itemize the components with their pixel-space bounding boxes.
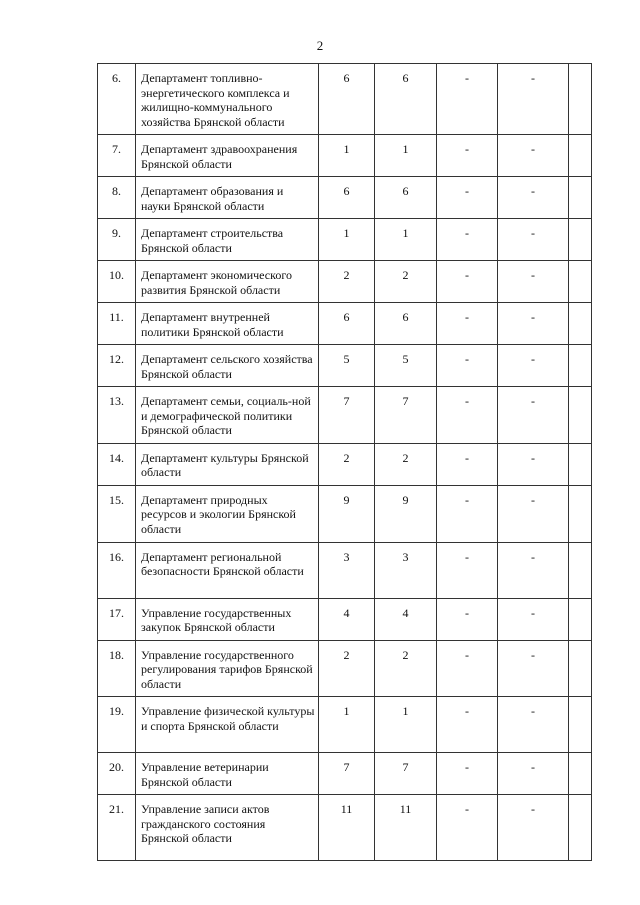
empty-cell [569,261,592,303]
row-number: 19. [98,697,136,753]
row-number: 13. [98,387,136,444]
department-name: Департамент сельского хозяйства Брянской области [136,345,319,387]
row-number: 16. [98,542,136,598]
row-number: 20. [98,753,136,795]
value-cell: 1 [375,219,437,261]
empty-cell [569,135,592,177]
department-name: Управление записи актов гражданского состояния Брянской области [136,795,319,861]
value-cell: 3 [319,542,375,598]
row-number: 18. [98,640,136,697]
value-cell: 5 [319,345,375,387]
value-cell: 1 [319,697,375,753]
empty-cell [569,387,592,444]
department-name: Управление государственного регулирования тарифов Брянской области [136,640,319,697]
value-cell: 6 [375,303,437,345]
department-name: Департамент экономического развития Брянской области [136,261,319,303]
table-row [98,64,592,135]
table-row [98,795,592,861]
department-name: Департамент семьи, социаль-ной и демографической политики Брянской области [136,387,319,444]
value-cell: - [498,795,569,861]
value-cell: 6 [375,177,437,219]
empty-cell [569,542,592,598]
empty-cell [569,64,592,135]
empty-cell [569,303,592,345]
department-name: Управление ветеринарии Брянской области [136,753,319,795]
department-name: Департамент культуры Брянской области [136,443,319,485]
value-cell: - [498,443,569,485]
value-cell: 1 [375,697,437,753]
value-cell: - [498,387,569,444]
department-name: Управление государственных закупок Брянской области [136,598,319,640]
empty-cell [569,640,592,697]
value-cell: - [498,177,569,219]
value-cell: 4 [375,598,437,640]
value-cell: - [498,485,569,542]
value-cell: 2 [375,443,437,485]
value-cell: - [498,598,569,640]
department-name: Департамент внутренней политики Брянской области [136,303,319,345]
value-cell: - [498,261,569,303]
value-cell: - [498,542,569,598]
value-cell: 4 [319,598,375,640]
empty-cell [569,177,592,219]
value-cell: - [437,795,498,861]
value-cell: - [437,697,498,753]
row-number: 7. [98,135,136,177]
value-cell: - [437,177,498,219]
table-row [98,443,592,485]
value-cell: 1 [319,135,375,177]
row-number: 8. [98,177,136,219]
table-row [98,135,592,177]
value-cell: - [437,303,498,345]
table-row [98,697,592,753]
row-number: 21. [98,795,136,861]
empty-cell [569,345,592,387]
department-name: Управление физической культуры и спорта Брянской области [136,697,319,753]
row-number: 14. [98,443,136,485]
value-cell: - [437,387,498,444]
value-cell: 11 [319,795,375,861]
empty-cell [569,443,592,485]
empty-cell [569,697,592,753]
value-cell: - [498,303,569,345]
value-cell: 11 [375,795,437,861]
value-cell: - [498,219,569,261]
value-cell: - [498,640,569,697]
row-number: 10. [98,261,136,303]
value-cell: 2 [375,261,437,303]
value-cell: - [437,542,498,598]
row-number: 15. [98,485,136,542]
department-name: Департамент строительства Брянской области [136,219,319,261]
value-cell: 2 [319,443,375,485]
value-cell: - [498,135,569,177]
value-cell: 9 [319,485,375,542]
table-row [98,598,592,640]
value-cell: - [437,753,498,795]
value-cell: - [437,345,498,387]
value-cell: 2 [319,261,375,303]
department-name: Департамент образования и науки Брянской области [136,177,319,219]
value-cell: - [498,64,569,135]
value-cell: - [437,64,498,135]
value-cell: 5 [375,345,437,387]
value-cell: 1 [375,135,437,177]
table-row [98,485,592,542]
table-row [98,640,592,697]
department-name: Департамент природных ресурсов и экологии Брянской области [136,485,319,542]
department-name: Департамент здравоохранения Брянской области [136,135,319,177]
value-cell: - [437,443,498,485]
value-cell: - [437,219,498,261]
value-cell: - [498,753,569,795]
empty-cell [569,219,592,261]
table-row [98,177,592,219]
empty-cell [569,485,592,542]
value-cell: 6 [319,177,375,219]
value-cell: 2 [319,640,375,697]
table-row [98,261,592,303]
row-number: 12. [98,345,136,387]
value-cell: - [437,485,498,542]
row-number: 6. [98,64,136,135]
value-cell: - [498,345,569,387]
page-number: 2 [316,38,324,53]
table-row [98,542,592,598]
table-row [98,219,592,261]
row-number: 9. [98,219,136,261]
table-row [98,303,592,345]
row-number: 17. [98,598,136,640]
value-cell: - [437,261,498,303]
value-cell: 6 [319,64,375,135]
value-cell: 1 [319,219,375,261]
empty-cell [569,795,592,861]
department-name: Департамент топливно-энергетического комплекса и жилищно-коммунального хозяйства Брянской области [136,64,319,135]
value-cell: - [437,598,498,640]
value-cell: 6 [375,64,437,135]
table-row [98,345,592,387]
value-cell: 9 [375,485,437,542]
empty-cell [569,598,592,640]
value-cell: - [437,640,498,697]
value-cell: 2 [375,640,437,697]
value-cell: 7 [375,753,437,795]
value-cell: 3 [375,542,437,598]
value-cell: 7 [375,387,437,444]
value-cell: - [437,135,498,177]
value-cell: 6 [319,303,375,345]
value-cell: 7 [319,387,375,444]
table-row [98,387,592,444]
value-cell: 7 [319,753,375,795]
department-name: Департамент региональной безопасности Брянской области [136,542,319,598]
departments-table [97,63,592,861]
empty-cell [569,753,592,795]
table-row [98,753,592,795]
row-number: 11. [98,303,136,345]
value-cell: - [498,697,569,753]
